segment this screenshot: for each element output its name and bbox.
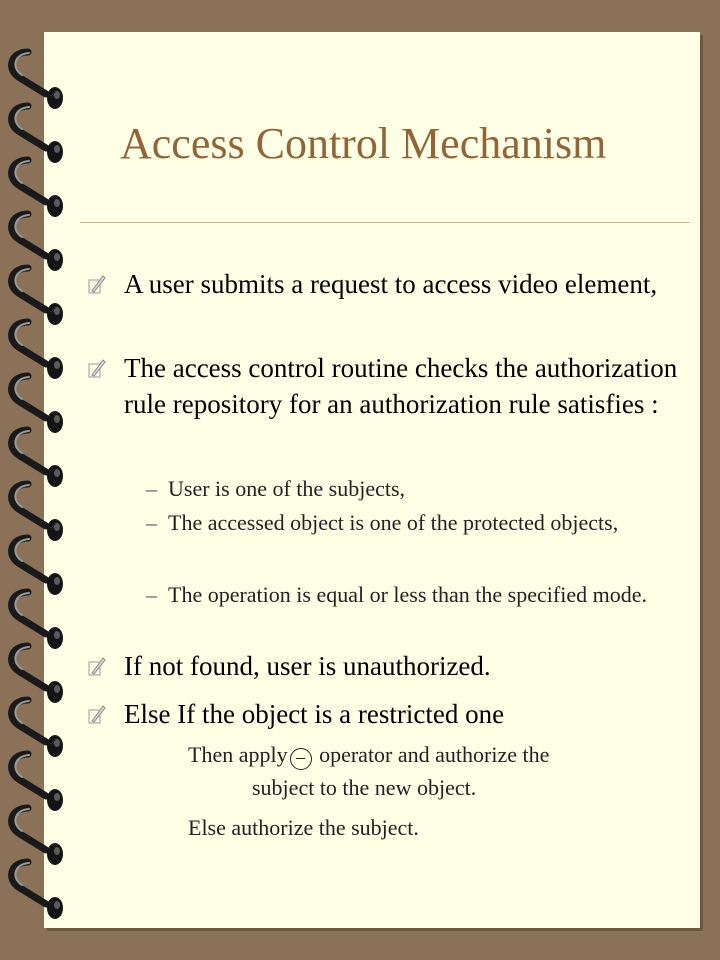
then-clause [188, 739, 549, 770]
subbullet-1-dash: – [146, 476, 157, 501]
then-clause-continuation: subject to the new object. [252, 775, 477, 800]
pencil-checkbox-icon [88, 704, 106, 726]
pencil-checkbox-icon [88, 358, 106, 380]
bullet-3-text: If not found, user is unauthorized. [124, 651, 491, 681]
bullet-2-text: The access control routine checks the authorization rule repository for an authorization rule satisfies : [124, 353, 678, 419]
then-clause-before: Then apply [188, 742, 288, 767]
slide-title: Access Control Mechanism [120, 119, 607, 168]
subbullet-3-text: The operation is equal or less than the specified mode. [168, 582, 647, 607]
then-clause-after: operator and authorize the [313, 742, 550, 767]
subbullet-3-dash: – [146, 582, 157, 607]
circle-minus-operator-icon: − [290, 748, 312, 770]
subbullet-1-text: User is one of the subjects, [168, 476, 406, 501]
bullet-4-text: Else If the object is a restricted one [124, 699, 505, 729]
pencil-checkbox-icon [88, 656, 106, 678]
pencil-checkbox-icon [88, 274, 106, 296]
bullet-1-text: A user submits a request to access video element, [124, 269, 658, 299]
subbullet-2-dash: – [146, 510, 157, 535]
title-divider [80, 222, 690, 223]
else-clause: Else authorize the subject. [188, 815, 419, 840]
subbullet-2-text: The accessed object is one of the protected objects, [168, 510, 619, 535]
